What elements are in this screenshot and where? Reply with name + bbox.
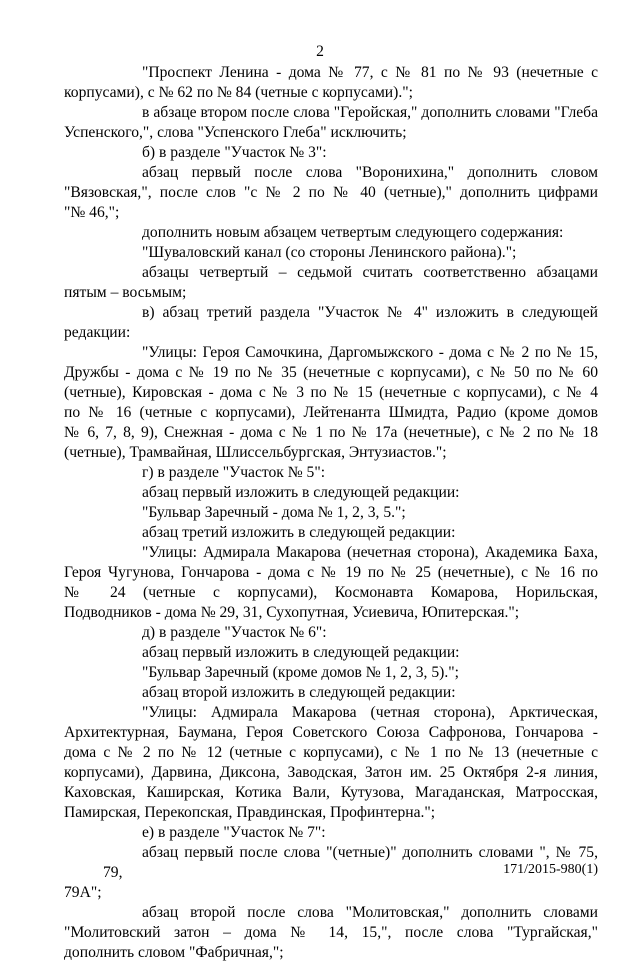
paragraph-line: № 24 (четные с корпусами), Космонавта Комарова, Норильская,	[64, 584, 598, 601]
paragraph-line: д) в разделе "Участок № 6":	[142, 624, 327, 641]
paragraph-line: "Молитовский затон – дома № 14, 15,", после слова "Тургайская,"	[64, 924, 598, 941]
paragraph-line: "Улицы: Адмирала Макарова (четная сторона), Арктическая,	[142, 704, 598, 721]
paragraph-line: абзац второй изложить в следующей редакции:	[142, 684, 456, 701]
paragraph-line: Успенского,", слова "Успенского Глеба" исключить;	[64, 124, 407, 141]
paragraph-line: "Улицы: Героя Самочкина, Даргомыжского - дома с № 2 по № 15,	[142, 344, 598, 361]
paragraph-line: б) в разделе "Участок № 3":	[142, 144, 327, 161]
paragraph-line: Памирская, Перекопская, Правдинская, Профинтерна.";	[64, 804, 436, 821]
paragraph-line: Каховская, Каширская, Котика Вали, Кутузова, Магаданская, Матросская,	[64, 784, 598, 801]
paragraph-line: "№ 46,";	[64, 204, 120, 221]
paragraph-line: абзацы четвертый – седьмой считать соответственно абзацами	[142, 264, 598, 281]
paragraph-line: "Улицы: Адмирала Макарова (нечетная сторона), Академика Баха,	[142, 544, 598, 561]
paragraph-line: абзац первый после слова "(четные)" дополнить словами ", № 75, 79,	[103, 844, 598, 881]
paragraph-line: "Вязовская,", после слов "с № 2 по № 40 (четные)," дополнить цифрами	[64, 184, 598, 201]
paragraph-line: "Шуваловский канал (со стороны Ленинского района).";	[142, 244, 517, 261]
document-code: 171/2015-980(1)	[503, 862, 598, 877]
paragraph-line: абзац первый изложить в следующей редакции:	[142, 644, 460, 661]
paragraph-line: 79А";	[64, 884, 102, 901]
paragraph-line: абзац первый после слова "Воронихина," дополнить словом	[142, 164, 598, 181]
paragraph-line: редакции:	[64, 324, 131, 341]
paragraph-line: в абзаце втором после слова "Геройская," дополнить словами "Глеба	[142, 104, 598, 121]
paragraph-line: "Проспект Ленина - дома № 77, с № 81 по № 93 (нечетные с	[142, 64, 598, 81]
paragraph-line: г) в разделе "Участок № 5":	[142, 464, 326, 481]
paragraph-line: Архитектурная, Баумана, Героя Советского Союза Сафронова, Гончарова -	[64, 724, 598, 741]
paragraph-line: Героя Чугунова, Гончарова - дома с № 19 по № 25 (нечетные), с № 16 по	[64, 564, 598, 581]
paragraph-line: "Бульвар Заречный - дома № 1, 2, 3, 5.";	[142, 504, 406, 521]
paragraph-line: № 6, 7, 8, 9), Снежная - дома с № 1 по № 17а (нечетные), с № 2 по № 18	[64, 424, 598, 441]
paragraph-line: пятым – восьмым;	[64, 284, 187, 301]
paragraph-line: е) в разделе "Участок № 7":	[142, 824, 326, 841]
paragraph-line: дома с № 2 по № 12 (четные с корпусами), с № 1 по № 13 (нечетные с	[64, 744, 598, 761]
paragraph-line: корпусами), с № 62 по № 84 (четные с корпусами).";	[64, 84, 413, 101]
paragraph-line: (четные), Кировская - дома с № 3 по № 15 (нечетные с корпусами), с № 4	[64, 384, 598, 401]
paragraph-line: в) абзац третий раздела "Участок № 4" изложить в следующей	[142, 304, 598, 321]
paragraph-line: дополнить новым абзацем четвертым следующего содержания:	[142, 224, 564, 241]
paragraph-line: дополнить словом "Фабричная,";	[64, 944, 284, 961]
paragraph-line: абзац третий изложить в следующей редакции:	[142, 524, 456, 541]
paragraph-line: (четные), Трамвайная, Шлиссельбургская, Энтузиастов.";	[64, 444, 447, 461]
paragraph-line: абзац второй после слова "Молитовская," дополнить словами	[142, 904, 598, 921]
document-body	[64, 63, 598, 963]
paragraph-line: по № 16 (четные с корпусами), Лейтенанта Шмидта, Радио (кроме домов	[64, 404, 598, 421]
paragraph-line: "Бульвар Заречный (кроме домов № 1, 2, 3, 5).";	[142, 664, 459, 681]
paragraph-line: абзац первый изложить в следующей редакции:	[142, 484, 460, 501]
paragraph-line: Дружбы - дома с № 19 по № 35 (нечетные с корпусами), с № 50 по № 60	[64, 364, 598, 381]
paragraph-line: Подводников - дома № 29, 31, Сухопутная, Усиевича, Юпитерская.";	[64, 604, 520, 621]
paragraph-line: корпусами), Дарвина, Диксона, Заводская, Затон им. 25 Октября 2-я линия,	[64, 764, 598, 781]
page-number: 2	[316, 43, 324, 60]
